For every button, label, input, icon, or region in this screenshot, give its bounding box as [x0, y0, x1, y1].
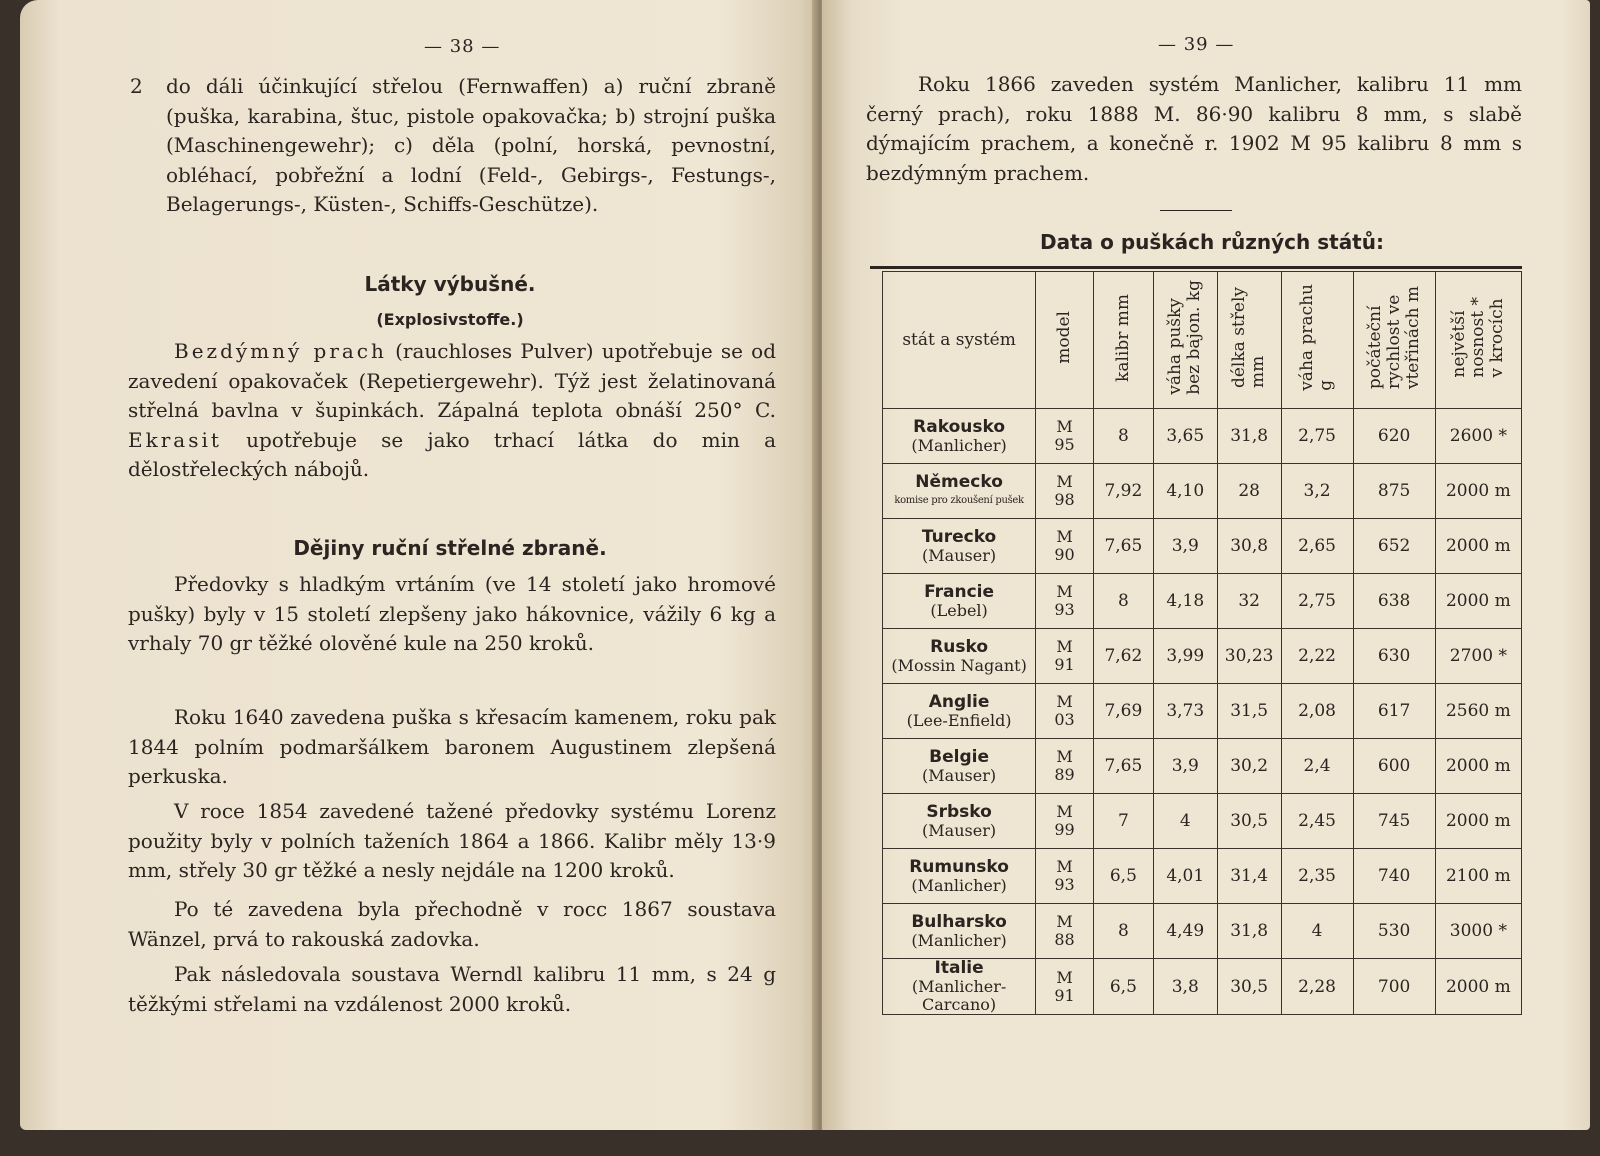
country-name: Turecko — [921, 526, 997, 547]
system-name: (Lebel) — [930, 600, 988, 620]
cell-velocity: 745 — [1353, 794, 1435, 849]
system-name: (Manlicher) — [911, 930, 1007, 950]
page-number-left: — 38 — — [424, 36, 501, 57]
cell-model: M 88 — [1036, 904, 1094, 959]
cell-caliber: 8 — [1093, 904, 1153, 959]
divider — [1160, 210, 1232, 211]
cell-caliber: 7 — [1093, 794, 1153, 849]
cell-weight: 4,01 — [1153, 849, 1217, 904]
left-page — [20, 0, 820, 1130]
cell-weight: 3,8 — [1153, 959, 1217, 1015]
cell-range: 2560 m — [1435, 684, 1521, 739]
cell-caliber: 8 — [1093, 409, 1153, 464]
system-name: (Manlicher-Carcano) — [911, 977, 1007, 1014]
cell-powder: 2,75 — [1281, 409, 1353, 464]
cell-caliber: 6,5 — [1093, 959, 1153, 1015]
cell-powder: 2,4 — [1281, 739, 1353, 794]
cell-velocity: 617 — [1353, 684, 1435, 739]
paragraph-flintlock: Roku 1640 zavedena puška s křesacím kamenem, roku pak 1844 polním podmaršálkem baronem Augustinem zlepšená perkuska. — [128, 705, 776, 788]
system-name: (Lee-Enfield) — [906, 710, 1012, 730]
cell-model: M 91 — [1036, 629, 1094, 684]
table-header-row — [883, 272, 1522, 409]
system-name: (Manlicher) — [911, 435, 1007, 455]
country-name: Anglie — [928, 691, 990, 712]
cell-powder: 2,22 — [1281, 629, 1353, 684]
cell-weight: 4,49 — [1153, 904, 1217, 959]
paragraph-wanzel: Po té zavedena byla přechodně v rocc 1867 soustava Wänzel, prvá to rakouská zadovka. — [128, 897, 776, 951]
header-state-system — [883, 272, 1036, 409]
heading-history: Dějiny ruční střelné zbraně. — [293, 536, 607, 560]
cell-length: 31,4 — [1217, 849, 1281, 904]
cell-powder: 4 — [1281, 904, 1353, 959]
cell-velocity: 530 — [1353, 904, 1435, 959]
cell-length: 32 — [1217, 574, 1281, 629]
paragraph-weapons: do dáli účinkující střelou (Fernwaffen) a) ruční zbraně (puška, karabina, štuc, pistole opakovačka; b) strojní puška (Maschinengewehr); c) děla (polní, horská, pevnostní, obléhací, pobřežní a lodní (Feld-, Gebirgs-, Festungs-, Belagerungs-, Küsten-, Schiffs-Geschütze). — [166, 74, 776, 216]
cell-state-system — [883, 519, 1036, 574]
cell-powder: 2,65 — [1281, 519, 1353, 574]
cell-model: M 03 — [1036, 684, 1094, 739]
cell-length: 30,2 — [1217, 739, 1281, 794]
cell-weight: 3,65 — [1153, 409, 1217, 464]
cell-state-system — [883, 959, 1036, 1015]
cell-model: M 99 — [1036, 794, 1094, 849]
cell-range: 2000 m — [1435, 519, 1521, 574]
cell-state-system — [883, 794, 1036, 849]
cell-velocity: 652 — [1353, 519, 1435, 574]
cell-caliber: 6,5 — [1093, 849, 1153, 904]
cell-state-system — [883, 409, 1036, 464]
item-number: 2 — [130, 74, 143, 98]
cell-range: 2000 m — [1435, 959, 1521, 1015]
cell-range: 3000 * — [1435, 904, 1521, 959]
cell-powder: 2,08 — [1281, 684, 1353, 739]
paragraph-explosives-text: (rauchloses Pulver) upotřebuje se od zavedení opakovaček (Repetiergewehr). Týž jest želatinovaná střelná bavlna v šupinkách. Zápalná teplota obnáší 250° C. — [128, 339, 776, 422]
cell-velocity: 740 — [1353, 849, 1435, 904]
cell-length: 31,8 — [1217, 409, 1281, 464]
cell-model: M 90 — [1036, 519, 1094, 574]
cell-weight: 4 — [1153, 794, 1217, 849]
country-name: Bulharsko — [911, 911, 1007, 932]
header-model — [1036, 272, 1094, 409]
cell-range: 2000 m — [1435, 794, 1521, 849]
cell-model: M 98 — [1036, 464, 1094, 519]
header-muzzle-velocity — [1353, 272, 1435, 409]
cell-state-system — [883, 574, 1036, 629]
paragraph-explosives — [128, 337, 776, 485]
system-name: (Mauser) — [922, 545, 997, 565]
cell-length: 31,8 — [1217, 904, 1281, 959]
paragraph-werndl: Pak následovala soustava Werndl kalibru 11 mm, s 24 g těžkými střelami na vzdálenost 2000 kroků. — [128, 962, 776, 1016]
heading-explosives: Látky výbušné. — [364, 272, 536, 296]
header-label: délka střely mm — [1229, 286, 1269, 388]
cell-range: 2600 * — [1435, 409, 1521, 464]
cell-state-system — [883, 904, 1036, 959]
table-row — [883, 794, 1522, 849]
cell-range: 2000 m — [1435, 464, 1521, 519]
page-number-right: — 39 — — [1158, 34, 1235, 55]
system-name: (Mauser) — [922, 820, 997, 840]
country-name: Rumunsko — [909, 856, 1009, 877]
header-label: model — [1054, 311, 1075, 364]
cell-powder: 2,45 — [1281, 794, 1353, 849]
cell-velocity: 630 — [1353, 629, 1435, 684]
cell-caliber: 8 — [1093, 574, 1153, 629]
table-title: Data o puškách různých států: — [1040, 230, 1384, 254]
cell-weight: 4,10 — [1153, 464, 1217, 519]
cell-caliber: 7,65 — [1093, 739, 1153, 794]
system-name: (Mossin Nagant) — [891, 655, 1027, 675]
system-name: (Manlicher) — [911, 875, 1007, 895]
cell-velocity: 620 — [1353, 409, 1435, 464]
paragraph-explosives-end: upotřebuje se jako trhací látka do min a dělostřeleckých nábojů. — [128, 427, 776, 481]
header-bullet-length — [1217, 272, 1281, 409]
cell-weight: 3,73 — [1153, 684, 1217, 739]
paragraph-muzzleloaders: Předovky s hladkým vrtáním (ve 14 století jako hromové pušky) byly v 15 století zlepšeny jako hákovnice, vážily 6 kg a vrhaly 70 gr těžké olověné kule na 250 kroků. — [128, 572, 776, 655]
system-name: (Mauser) — [922, 765, 997, 785]
table-top-rule — [870, 266, 1522, 269]
country-name: Francie — [924, 581, 995, 602]
subheading-explosives: (Explosivstoffe.) — [376, 310, 524, 329]
cell-length: 31,5 — [1217, 684, 1281, 739]
cell-caliber: 7,92 — [1093, 464, 1153, 519]
cell-powder: 2,75 — [1281, 574, 1353, 629]
table-row — [883, 629, 1522, 684]
cell-length: 30,8 — [1217, 519, 1281, 574]
rifle-data-table — [882, 271, 1522, 1015]
cell-length: 30,5 — [1217, 794, 1281, 849]
cell-range: 2000 m — [1435, 739, 1521, 794]
cell-weight: 3,9 — [1153, 519, 1217, 574]
cell-length: 28 — [1217, 464, 1281, 519]
cell-model: M 95 — [1036, 409, 1094, 464]
cell-powder: 2,35 — [1281, 849, 1353, 904]
header-label: největší nosnost * v krocích — [1448, 297, 1507, 378]
term-smokeless-powder: Bezdýmný prach — [174, 339, 387, 363]
paragraph-lorenz: V roce 1854 zavedené tažené předovky systému Lorenz použity byly v polních taženích 1864 a 1866. Kalibr měly 13·9 mm, střely 30 gr těžké a nesly nejdále na 1200 kroků. — [128, 799, 776, 882]
header-label: stát a systém — [902, 330, 1016, 350]
country-name: Belgie — [929, 746, 989, 767]
country-name: Německo — [915, 471, 1003, 492]
cell-state-system — [883, 464, 1036, 519]
cell-range: 2700 * — [1435, 629, 1521, 684]
cell-state-system — [883, 739, 1036, 794]
cell-weight: 4,18 — [1153, 574, 1217, 629]
cell-weight: 3,99 — [1153, 629, 1217, 684]
cell-velocity: 638 — [1353, 574, 1435, 629]
cell-model: M 89 — [1036, 739, 1094, 794]
header-powder-weight — [1281, 272, 1353, 409]
table-row — [883, 904, 1522, 959]
country-name: Rakousko — [913, 416, 1005, 437]
system-name: komise pro zkoušení pušek — [894, 494, 1024, 506]
cell-model: M 93 — [1036, 574, 1094, 629]
table-row — [883, 684, 1522, 739]
country-name: Srbsko — [926, 801, 992, 822]
table-row — [883, 574, 1522, 629]
cell-length: 30,5 — [1217, 959, 1281, 1015]
cell-caliber: 7,65 — [1093, 519, 1153, 574]
header-label: váha prachu g — [1297, 284, 1337, 391]
cell-state-system — [883, 629, 1036, 684]
cell-weight: 3,9 — [1153, 739, 1217, 794]
table-row — [883, 849, 1522, 904]
table-row — [883, 519, 1522, 574]
cell-range: 2100 m — [1435, 849, 1521, 904]
header-label: počáteční rychlost ve vteřinách m — [1364, 285, 1423, 390]
cell-velocity: 875 — [1353, 464, 1435, 519]
cell-state-system — [883, 684, 1036, 739]
cell-velocity: 600 — [1353, 739, 1435, 794]
cell-velocity: 700 — [1353, 959, 1435, 1015]
header-label: kalibr mm — [1112, 293, 1133, 382]
cell-model: M 91 — [1036, 959, 1094, 1015]
table-row — [883, 464, 1522, 519]
country-name: Rusko — [930, 636, 988, 657]
term-ekrasit: Ekrasit — [128, 427, 222, 452]
cell-powder: 2,28 — [1281, 959, 1353, 1015]
cell-caliber: 7,62 — [1093, 629, 1153, 684]
header-rifle-weight — [1153, 272, 1217, 409]
country-name: Italie — [934, 958, 984, 978]
header-max-range — [1435, 272, 1521, 409]
table-row — [883, 409, 1522, 464]
cell-length: 30,23 — [1217, 629, 1281, 684]
cell-caliber: 7,69 — [1093, 684, 1153, 739]
cell-powder: 3,2 — [1281, 464, 1353, 519]
header-caliber — [1093, 272, 1153, 409]
header-label: váha pušky bez bajon. kg — [1165, 280, 1205, 395]
cell-state-system — [883, 849, 1036, 904]
table-row — [883, 959, 1522, 1015]
cell-range: 2000 m — [1435, 574, 1521, 629]
cell-model: M 93 — [1036, 849, 1094, 904]
paragraph-manlicher: Roku 1866 zaveden systém Manlicher, kalibru 11 mm černý prach), roku 1888 M. 86·90 kalibru 8 mm, s slabě dýmajícím prachem, a konečně r. 1902 M 95 kalibru 8 mm s bezdýmným prachem. — [866, 72, 1522, 185]
table-row — [883, 739, 1522, 794]
